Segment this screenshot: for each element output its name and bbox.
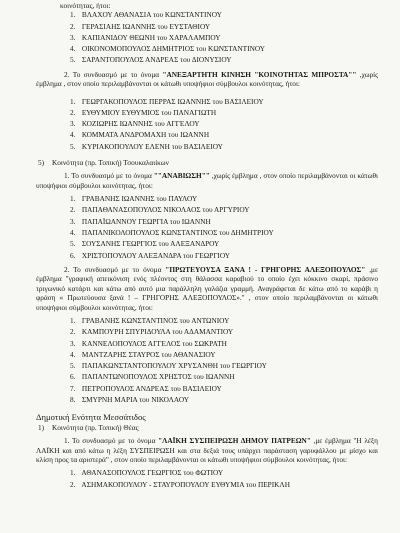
- candidate-item: [36, 467, 378, 478]
- paragraph-number: 1.: [64, 436, 70, 446]
- candidate-name: ΠΕΤΡΟΠΟΥΛΟΣ ΑΝΔΡΕΑΣ του ΒΑΣΙΛΕΙΟΥ: [81, 383, 222, 393]
- candidate-item: [36, 360, 378, 371]
- candidate-item: [36, 204, 378, 215]
- candidate-name: ΠΑΠΑΝΙΚΟΛΟΠΟΥΛΟΣ ΚΩΝΣΤΑΝΤΙΝΟΣ του ΔΗΜΗΤΡΙΟΥ: [81, 228, 274, 238]
- candidate-item: [36, 383, 378, 394]
- paragraph-number: 2.: [64, 264, 70, 274]
- section-title: Κοινότητα (πρ. Τοπική) Τσουκαλαιίκων: [52, 158, 169, 168]
- candidate-number: 5.: [70, 361, 76, 371]
- candidate-item: [36, 96, 378, 107]
- candidate-number: 5.: [70, 141, 76, 151]
- candidate-item: [36, 315, 378, 326]
- candidate-number: 5.: [70, 239, 76, 249]
- candidate-number: 2.: [70, 479, 76, 489]
- candidate-item: [36, 193, 378, 204]
- candidate-item: [36, 227, 378, 238]
- candidate-number: 2.: [70, 107, 76, 117]
- candidate-name: ΚΟΜΜΑΤΑ ΑΝΔΡΟΜΑΧΗ του ΙΩΑΝΝΗ: [81, 130, 210, 140]
- candidate-name: ΚΑΝΝΕΛΟΠΟΥΛΟΣ ΑΓΓΕΛΟΣ του ΣΩΚΡΑΤΗ: [81, 338, 227, 348]
- candidate-name: ΣΜΥΡΝΗ ΜΑΡΙΑ του ΝΙΚΟΛΑΟΥ: [81, 395, 190, 405]
- candidate-list-c: [36, 193, 378, 261]
- candidate-name: ΚΥΡΙΑΚΟΠΟΥΛΟΥ ΕΛΕΝΗ του ΒΑΣΙΛΕΙΟΥ: [81, 141, 223, 151]
- candidate-name: ΕΥΘΥΜΙΟΥ ΕΥΘΥΜΙΟΣ του ΠΑΝΑΓΙΩΤΗ: [81, 107, 217, 117]
- section-community-5: [36, 159, 378, 166]
- candidate-name: ΣΑΡΑΝΤΟΠΟΥΛΟΣ ΑΝΔΡΕΑΣ του ΔΙΟΝΥΣΙΟΥ: [81, 55, 232, 65]
- candidate-number: 4.: [70, 228, 76, 238]
- candidate-item: [36, 9, 378, 20]
- candidate-number: 3.: [70, 338, 76, 348]
- candidate-number: 4.: [70, 130, 76, 140]
- candidate-number: 4.: [70, 44, 76, 54]
- coalition-paragraph-2: 2. Το συνδυασμό με το όνομα "ΑΝΕΞΑΡΤΗΤΗ ΚΙΝΗΣΗ "ΚΟΙΝΟΤΗΤΑΣ ΜΠΡΟΣΤΑ"" ,χωρίς έμβλημα , στον οποίο περιλαμβάνονται οι κάτωθι υποψήφιοι σύμβουλοι κοινότητας, ήτοι:: [36, 69, 378, 89]
- candidate-name: ΓΡΑΒΑΝΗΣ ΚΩΝΣΤΑΝΤΙΝΟΣ του ΑΝΤΩΝΙΟΥ: [81, 316, 230, 325]
- candidate-name: ΟΙΚΟΝΟΜΟΠΟΥΛΟΣ ΔΗΜΗΤΡΙΟΣ του ΚΩΝΣΤΑΝΤΙΝΟΥ: [81, 44, 266, 54]
- candidate-name: ΠΑΠΑΘΑΝΑΣΟΠΟΥΛΟΣ ΝΙΚΟΛΑΟΣ του ΑΡΓΥΡΙΟΥ: [81, 205, 250, 215]
- paragraph-number: 2.: [64, 69, 70, 79]
- candidate-item: [36, 107, 378, 118]
- candidate-item: [36, 394, 378, 405]
- candidate-item: [36, 216, 378, 227]
- intro-line: κοινότητας, ήτοι:: [60, 2, 111, 10]
- candidate-list-d: [36, 315, 378, 405]
- candidate-number: 6.: [70, 250, 76, 260]
- section-community-1: [36, 424, 378, 431]
- candidate-name: ΑΘΑΝΑΣΟΠΟΥΛΟΣ ΓΕΩΡΓΙΟΣ του ΦΩΤΙΟΥ: [81, 468, 224, 478]
- coalition-name: "ΠΡΩΤΕΥΟΥΣΑ ΞΑΝΑ ! - ΓΡΗΓΟΡΗΣ ΑΛΕΞΟΠΟΥΛΟΣ": [165, 264, 366, 274]
- candidate-number: 3.: [70, 119, 76, 129]
- candidate-number: 4.: [70, 349, 76, 359]
- candidate-name: ΚΟΖΙΩΡΗΣ ΙΩΑΝΝΗΣ του ΑΓΓΕΛΟΥ: [81, 119, 200, 129]
- candidate-number: 1.: [70, 10, 76, 20]
- coalition-paragraph-5-1: 1. Το συνδυασμό με το όνομα ""ΑΝΑΒΙΩΣΗ"" ,χωρίς έμβλημα , στον οποίο περιλαμβάνονται οι κάτωθι υποψήφιοι σύμβουλοι κοινότητας, ήτοι:: [36, 171, 378, 190]
- candidate-number: 8.: [70, 395, 76, 405]
- coalition-paragraph-5-2: 2. Το συνδυασμό με το όνομα "ΠΡΩΤΕΥΟΥΣΑ ΞΑΝΑ ! - ΓΡΗΓΟΡΗΣ ΑΛΕΞΟΠΟΥΛΟΣ" ,με έμβλημα "γραφική απεικόνιση ενός πλέοντος στη θάλασσα καραβιού το οποίο έχει κόκκινο σκαρί, πράσινο τριγωνικό κατάρτι και κάτω από αυτό μια παράλληλη γαλάζια γραμμή. Αναγράφεται δε κάτω από το καράβι η φράση « Πρωτεύουσα ξανά ! – ΓΡΗΓΟΡΗΣ ΑΛΕΞΟΠΟΥΛΟΣ»." , στον οποίο περιλαμβάνονται οι κάτωθι υποψήφιοι σύμβουλοι κοινότητας, ήτοι:: [36, 264, 379, 312]
- candidate-name: ΣΟΥΣΑΝΗΣ ΓΕΩΡΓΙΟΣ του ΑΛΕΞΑΝΔΡΟΥ: [81, 239, 220, 249]
- candidate-name: ΓΕΡΑΣΙΑΗΣ ΙΩΑΝΝΗΣ του ΕΥΣΤΑΘΙΟΥ: [81, 21, 211, 31]
- candidate-number: 1.: [70, 194, 76, 204]
- candidate-item: [36, 54, 378, 65]
- candidate-list-e: [36, 467, 378, 490]
- candidate-item: [36, 129, 378, 140]
- candidate-number: 7.: [70, 383, 76, 393]
- candidate-number: 6.: [70, 372, 76, 382]
- candidate-number: 2.: [70, 327, 76, 337]
- paragraph-number: 1.: [64, 171, 70, 181]
- candidate-item: [36, 349, 378, 360]
- candidate-item: [36, 43, 378, 54]
- candidate-name: ΚΑΠΙΑΝΙΔΟΥ ΘΕΩΝΗ του ΧΑΡΑΛΑΜΠΟΥ: [81, 32, 221, 42]
- candidate-list-b: [36, 96, 378, 152]
- candidate-item: [36, 118, 378, 129]
- candidate-item: [36, 371, 378, 382]
- candidate-item: [36, 238, 378, 249]
- candidate-number: 3.: [70, 216, 76, 226]
- section-number: 1): [38, 422, 45, 432]
- candidate-item: [36, 326, 378, 337]
- candidate-number: 1.: [70, 96, 76, 106]
- candidate-item: [36, 479, 378, 490]
- candidate-item: [36, 21, 378, 32]
- candidate-number: 1.: [70, 316, 76, 325]
- candidate-name: ΜΑΝΤΖΑΡΗΣ ΣΤΑΥΡΟΣ του ΑΘΑΝΑΣΙΟΥ: [81, 349, 216, 359]
- coalition-name: ""ΑΝΑΒΙΩΣΗ"": [153, 171, 210, 181]
- candidate-number: 3.: [70, 32, 76, 42]
- section-title: Κοινότητα (πρ. Τοπική) Θέας: [52, 422, 139, 432]
- section-number: 5): [38, 158, 45, 168]
- candidate-number: 2.: [70, 205, 76, 215]
- candidate-item: [36, 32, 378, 43]
- candidate-number: 1.: [70, 468, 76, 478]
- candidate-name: ΠΑΠΑΪΩΑΝΝΟΥ ΓΕΩΡΓΙΑ του ΙΩΑΝΝΗ: [81, 216, 211, 226]
- candidate-name: ΑΣΗΜΑΚΟΠΟΥΛΟΥ - ΣΤΑΥΡΟΠΟΥΛΟΥ ΕΥΘΥΜΙΑ του ΠΕΡΙΚΛΗ: [81, 479, 290, 489]
- candidate-name: ΓΡΑΒΑΝΗΣ ΙΩΑΝΝΗΣ του ΠΑΥΛΟΥ: [81, 194, 198, 204]
- candidate-list-a: [36, 9, 378, 65]
- candidate-name: ΒΛΑΧΟΥ ΑΘΑΝΑΣΙΑ του ΚΩΝΣΤΑΝΤΙΝΟΥ: [81, 10, 222, 20]
- candidate-item: [36, 250, 378, 261]
- coalition-name: "ΑΝΕΞΑΡΤΗΤΗ ΚΙΝΗΣΗ "ΚΟΙΝΟΤΗΤΑΣ ΜΠΡΟΣΤΑ"": [162, 69, 357, 79]
- candidate-number: 5.: [70, 55, 76, 65]
- candidate-item: [36, 338, 378, 349]
- candidate-name: ΠΑΠΑΚΩΝΣΤΑΝΤΟΠΟΥΛΟΥ ΧΡΥΣΑΝΘΗ του ΓΕΩΡΓΙΟΥ: [81, 361, 267, 371]
- candidate-number: 2.: [70, 21, 76, 31]
- candidate-name: ΠΑΠΑΝΤΩΝΟΠΟΥΛΟΣ ΧΡΗΣΤΟΣ του ΙΩΑΝΝΗ: [81, 372, 235, 382]
- candidate-name: ΓΕΩΡΓΑΚΟΠΟΥΛΟΣ ΠΕΡΡΑΣ ΙΩΑΝΝΗΣ του ΒΑΣΙΛΕΙΟΥ: [81, 96, 264, 106]
- coalition-paragraph-thea-1: 1. Το συνδυασμό με το όνομα "ΛΑΪΚΗ ΣΥΣΠΕΙΡΩΣΗ ΔΗΜΟΥ ΠΑΤΡΕΩΝ" ,με έμβλημα "Η λέξη ΛΑΪΚΗ και από κάτω η λέξη ΣΥΣΠΕΙΡΩΣΗ και στα δεξιά τους υπάρχει παράσταση γαρυφάλλου με μίσχο και κλίση προς τα αριστερά" , στον οποίο περιλαμβάνονται οι κάτωθι υποψήφιοι σύμβουλοι κοινότητας, ήτοι:: [36, 436, 378, 465]
- coalition-name: "ΛΑΪΚΗ ΣΥΣΠΕΙΡΩΣΗ ΔΗΜΟΥ ΠΑΤΡΕΩΝ": [158, 436, 311, 446]
- candidate-item: [36, 141, 378, 152]
- candidate-name: ΚΑΜΠΟΥΡΗ ΣΠΥΡΙΔΟΥΛΑ του ΑΔΑΜΑΝΤΙΟΥ: [81, 327, 234, 337]
- candidate-name: ΧΡΙΣΤΟΠΟΥΛΟΥ ΑΛΕΞΑΝΔΡΑ του ΓΕΩΡΓΙΟΥ: [81, 250, 231, 260]
- municipal-unit-heading: Δημοτική Ενότητα Μεσσάτιδος: [36, 412, 146, 423]
